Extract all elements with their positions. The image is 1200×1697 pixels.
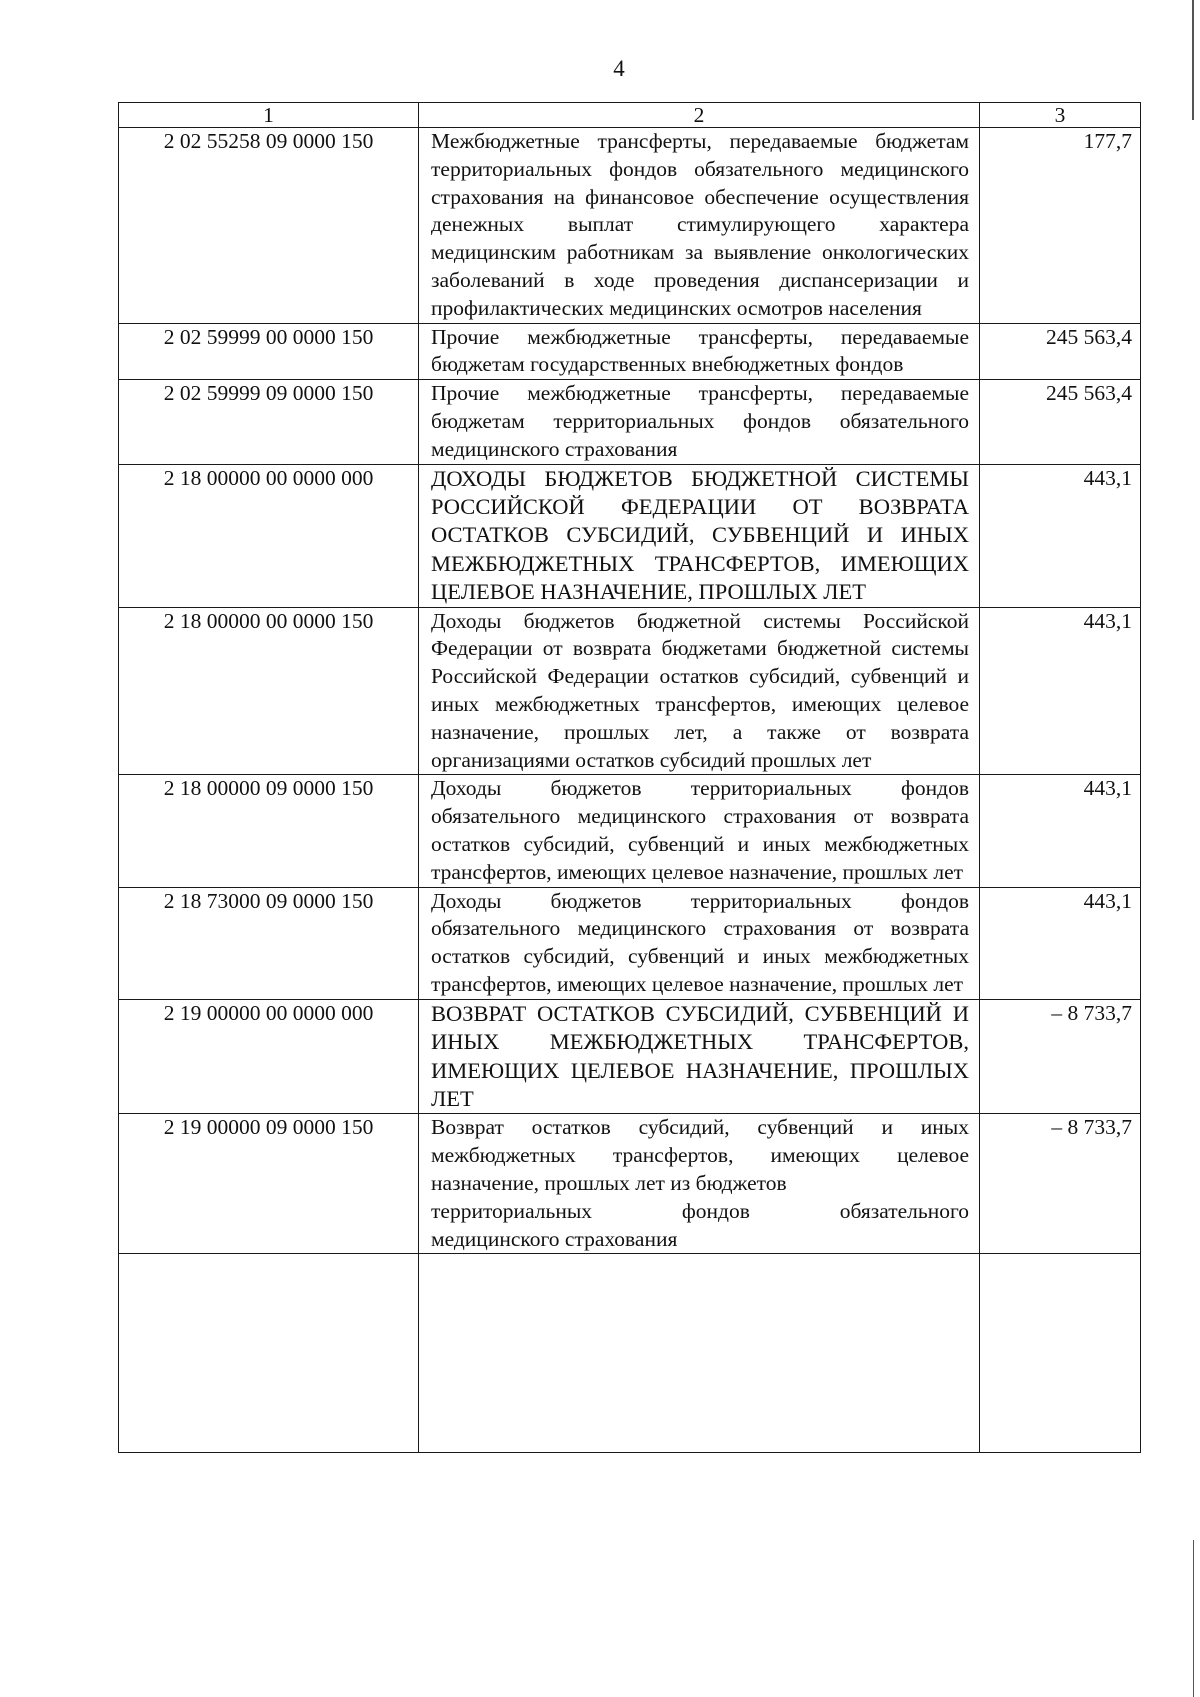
empty-cell (119, 1254, 419, 1453)
revenue-description: Прочие межбюджетные трансферты, передаваемые бюджетам государственных внебюджетных фондов (419, 323, 980, 380)
empty-cell (980, 1254, 1141, 1453)
amount: 443,1 (980, 887, 1141, 999)
amount: – 8 733,7 (980, 1114, 1141, 1254)
revenue-description: Доходы бюджетов территориальных фондов обязательного медицинского страхования от возврата остатков субсидий, субвенций и иных межбюджетных трансфертов, имеющих целевое назначение, прошлых лет (419, 775, 980, 887)
empty-table-space (119, 1254, 1141, 1453)
table-row (119, 1114, 1141, 1254)
table-row (119, 464, 1141, 607)
table-row (119, 128, 1141, 324)
revenue-description: Доходы бюджетов бюджетной системы Российской Федерации от возврата бюджетами бюджетной системы Российской Федерации остатков субсидий, субвенций и иных межбюджетных трансфертов, имеющих целевое назначение, прошлых лет, а также от возврата организациями остатков субсидий прошлых лет (419, 607, 980, 775)
column-number-1: 1 (119, 103, 419, 128)
budget-code: 2 02 59999 09 0000 150 (119, 380, 419, 464)
description-line: территориальных фондов обязательного (431, 1198, 969, 1223)
revenue-description: ДОХОДЫ БЮДЖЕТОВ БЮДЖЕТНОЙ СИСТЕМЫ РОССИЙСКОЙ ФЕДЕРАЦИИ ОТ ВОЗВРАТА ОСТАТКОВ СУБСИДИЙ, СУБВЕНЦИЙ И ИНЫХ МЕЖБЮДЖЕТНЫХ ТРАНСФЕРТОВ, ИМЕЮЩИХ ЦЕЛЕВОЕ НАЗНАЧЕНИЕ, ПРОШЛЫХ ЛЕТ (419, 464, 980, 607)
budget-revenue-table (118, 102, 1141, 1453)
page-number: 4 (613, 56, 625, 81)
amount: 177,7 (980, 128, 1141, 324)
column-number-2: 2 (419, 103, 980, 128)
scan-edge-mark (1193, 1540, 1194, 1697)
amount: 245 563,4 (980, 323, 1141, 380)
table-row (119, 607, 1141, 775)
amount: 443,1 (980, 607, 1141, 775)
revenue-description (419, 1114, 980, 1254)
budget-code: 2 19 00000 00 0000 000 (119, 999, 419, 1114)
table-row (119, 380, 1141, 464)
budget-code: 2 18 00000 00 0000 000 (119, 464, 419, 607)
budget-code: 2 18 00000 00 0000 150 (119, 607, 419, 775)
description-line: медицинского страхования (431, 1226, 678, 1251)
empty-cell (419, 1254, 980, 1453)
amount: 245 563,4 (980, 380, 1141, 464)
revenue-description: Прочие межбюджетные трансферты, передаваемые бюджетам территориальных фондов обязательного медицинского страхования (419, 380, 980, 464)
revenue-description: Межбюджетные трансферты, передаваемые бюджетам территориальных фондов обязательного медицинского страхования на финансовое обеспечение осуществления денежных выплат стимулирующего характера медицинским работникам за выявление онкологических заболеваний в ходе проведения диспансеризации и профилактических медицинских осмотров населения (419, 128, 980, 324)
description-line: Возврат остатков субсидий, субвенций и иных межбюджетных трансфертов, имеющих целевое назначение, прошлых лет из бюджетов (431, 1115, 969, 1195)
table-row (119, 775, 1141, 887)
budget-code: 2 02 59999 00 0000 150 (119, 323, 419, 380)
table-row (119, 999, 1141, 1114)
budget-code: 2 18 73000 09 0000 150 (119, 887, 419, 999)
amount: – 8 733,7 (980, 999, 1141, 1114)
revenue-description: Доходы бюджетов территориальных фондов обязательного медицинского страхования от возврата остатков субсидий, субвенций и иных межбюджетных трансфертов, имеющих целевое назначение, прошлых лет (419, 887, 980, 999)
revenue-description: ВОЗВРАТ ОСТАТКОВ СУБСИДИЙ, СУБВЕНЦИЙ И ИНЫХ МЕЖБЮДЖЕТНЫХ ТРАНСФЕРТОВ, ИМЕЮЩИХ ЦЕЛЕВОЕ НАЗНАЧЕНИЕ, ПРОШЛЫХ ЛЕТ (419, 999, 980, 1114)
scan-edge-mark (1192, 0, 1194, 120)
budget-code: 2 19 00000 09 0000 150 (119, 1114, 419, 1254)
budget-code: 2 18 00000 09 0000 150 (119, 775, 419, 887)
column-number-3: 3 (980, 103, 1141, 128)
table-row (119, 887, 1141, 999)
column-number-header-row (119, 103, 1141, 128)
budget-code: 2 02 55258 09 0000 150 (119, 128, 419, 324)
amount: 443,1 (980, 775, 1141, 887)
table-row (119, 323, 1141, 380)
amount: 443,1 (980, 464, 1141, 607)
